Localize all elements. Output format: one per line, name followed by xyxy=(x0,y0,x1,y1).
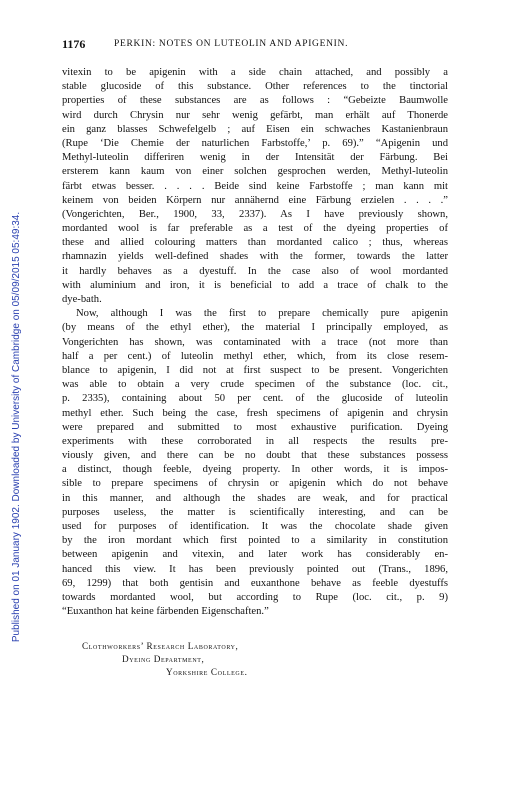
text-line: blance to apigenin, I did not at first suspect to be present. Vongerichten xyxy=(62,364,448,376)
text-line: rhamnazin yields well-defined shades with the former, towards the latter xyxy=(62,251,448,263)
text-line: experiments with these corroborated in all respects the results pre- xyxy=(62,435,448,447)
text-line: färbt etwas besser. . . . . Beide sind keine Farbstoffe ; man kann mit xyxy=(62,180,448,192)
text-line: vitexin to be apigenin with a side chain attached, and possibly a xyxy=(62,67,448,78)
text-line: Now, although I was the first to prepare chemically pure apigenin xyxy=(76,308,448,320)
page-header xyxy=(62,36,450,52)
text-line: dye-bath. xyxy=(62,294,102,305)
text-line: used for purposes of identification. It was the chocolate shade given xyxy=(62,521,448,532)
text-line: (Rupe ‘Die Chemie der naturlichen Farbstoffe,’ p. 69).” “Apigenin und xyxy=(62,137,448,149)
affiliation-line-3: Yorkshire College. xyxy=(166,667,248,677)
text-line: hanced this view. It has been previously pointed out (Trans., 1896, xyxy=(62,563,448,575)
text-line: by the iron mordant which first pointed to a similarity in constitution xyxy=(62,535,448,547)
text-line: ein ganz blasses Schwefelgelb ; auf Eisen ein schwaches Kastanienbraun xyxy=(62,123,448,135)
text-line: 69, 1299) that both gentisin and euxanthone behave as feeble dyestuffs xyxy=(62,577,448,589)
text-line: Vongerichten has shown, was contaminated with a trace (not more than xyxy=(62,336,448,348)
text-line: purposes useless, the matter is scientifically interesting, and can be xyxy=(62,506,448,518)
running-head: PERKIN: NOTES ON LUTEOLIN AND APIGENIN. xyxy=(114,39,349,49)
paragraph-2 xyxy=(62,307,448,619)
text-line: properties of these substances are as follows : “Gebeizte Baumwolle xyxy=(62,95,448,107)
author-affiliation xyxy=(0,640,508,679)
text-line: half a per cent.) of luteolin methyl ether, which, from its close resem- xyxy=(62,350,448,362)
page-number: 1176 xyxy=(62,37,86,51)
text-line: between apigenin and vitexin, and later work has considerably en- xyxy=(62,549,448,561)
text-line: it hardly behaves as a dyestuff. In the case also of wool mordanted xyxy=(62,265,448,277)
text-line: stable glucoside of this substance. Other references to the tinctorial xyxy=(62,81,448,93)
text-line: (Vongerichten, Ber., 1900, 33, 2337). As I have previously shown, xyxy=(62,208,448,220)
affiliation-line-1: Clothworkers’ Research Laboratory, xyxy=(82,641,239,651)
text-line: p. 2335), containing about 50 per cent. of the glucoside of luteolin xyxy=(62,393,448,405)
text-line: with aluminium and iron, it is beneficial to add a trace of chalk to the xyxy=(62,279,448,291)
text-line: keinem von beiden Körpern nur annähernd eine Färbung erzielen . . . .” xyxy=(62,194,448,206)
text-line: mordanted wool is far preferable as a test of the dyeing properties of xyxy=(62,223,448,235)
text-line: was able to obtain a very crude specimen of the substance (loc. cit., xyxy=(62,379,448,391)
text-line: in this manner, and although the shades are weak, and for practical xyxy=(62,492,448,504)
text-line: (by means of the ethyl ether), the material I principally employed, as xyxy=(62,322,448,334)
text-line: ersterem kann kaum von einer solchen gesprochen werden, Methyl-luteolin xyxy=(62,166,448,178)
text-line: “Euxanthon hat keine färbenden Eigenschaften.” xyxy=(62,606,269,618)
download-watermark: Published on 01 January 1902. Downloaded by University of Cambridge on 05/09/2015 05:49:34. xyxy=(11,211,22,643)
text-line: towards mordanted wool, but according to Rupe (loc. cit., p. 9) xyxy=(62,591,448,603)
text-line: were prepared and submitted to most exhaustive purification. Dyeing xyxy=(62,421,448,433)
article-body xyxy=(62,66,448,619)
affiliation-line-2: Dyeing Department, xyxy=(122,654,205,664)
text-line: sible to prepare specimens of chrysin or apigenin which do not behave xyxy=(62,478,448,490)
text-line: a distinct, though feeble, dyeing property. In other words, it is impos- xyxy=(62,464,448,476)
text-line: methyl ether. Such being the case, fresh specimens of apigenin and chrysin xyxy=(62,407,448,419)
text-line: viously given, and there can be no doubt that these substances possess xyxy=(62,450,448,462)
paragraph-1 xyxy=(62,66,448,307)
text-line: Methyl-luteolin differiren wenig in der Intensität der Färbung. Bei xyxy=(62,152,448,164)
text-line: wird durch Chrysin nur sehr wenig gefärbt, man erhält auf Thonerde xyxy=(62,109,448,121)
text-line: these and allied colouring matters than mordanted calico ; thus, whereas xyxy=(62,237,448,249)
